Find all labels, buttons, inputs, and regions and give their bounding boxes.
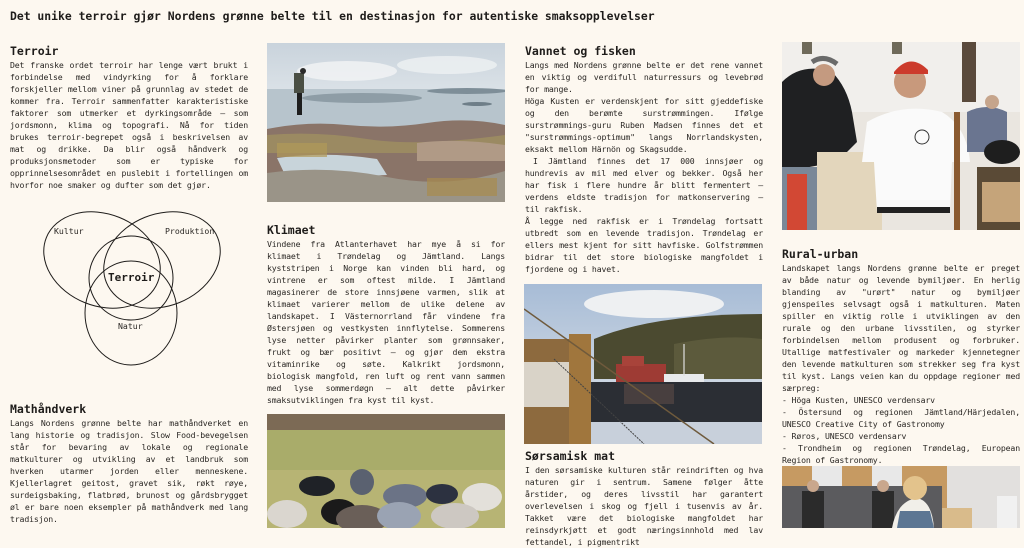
terroir-venn-diagram (38, 203, 226, 368)
section-list-item: - Östersund og regionen Jämtland/Härjedalen, UNESCO Creative City of Gastronomy (782, 407, 1020, 429)
section-heading: Klimaet (267, 223, 316, 237)
section-terroir (10, 44, 248, 191)
section-body: I den sørsamiske kulturen står reindriften og hva naturen gir i sentrum. Samene følger åtte årstider, og deres livsstil har garantert overlevelsen i skog og fjell i tusenvis av år. Takket være det biologiske mangfoldet har reinsdyrkjøtt et godt næringsinnhold med lav fettandel, i pigmentrikt (525, 465, 763, 547)
section-mathandverk (10, 402, 248, 525)
venn-label-kultur: Kultur (54, 226, 84, 236)
section-list-item: - Höga Kusten, UNESCO verdensarv (782, 395, 935, 405)
section-heading: Vannet og fisken (525, 44, 636, 58)
section-list-item: - Trondheim og regionen Trøndelag, European Region of Gastronomy. (782, 443, 1020, 465)
section-heading: Terroir (10, 44, 59, 58)
section-paragraph: Höga Kusten er verdenskjent for sitt gjeddefiske og den berømte surstrømmingen. Ifølge surstrømmings-guru Ruben Madsen finnes det et "surstrømmings-optimum" langs Norrlandskysten, eksakt mellom Härnön og Skagsudde. (525, 96, 763, 154)
venn-label-natur: Natur (118, 321, 143, 331)
section-heading: Sørsamisk mat (525, 449, 616, 463)
section-vannet (525, 44, 763, 275)
page-title: Det unike terroir gjør Nordens grønne belte til en destinasjon for autentiske smaksopplevelser (10, 9, 655, 23)
baker-festival-photo (782, 42, 1020, 230)
section-klimaet (267, 223, 505, 406)
section-paragraph: Å legge ned rakfisk er i Trøndelag fortsatt utbredt som en levende tradisjon. Trøndelag er ellers mest kjent for sitt havfiske. Golfstrømmen bidrar til det store biologiske mangfoldet i fjordene og i havet. (525, 216, 763, 274)
section-paragraph: Langs med Nordens grønne belte er det rene vannet en viktig og verdifull naturressurs og levebrød for mange. (525, 60, 763, 94)
venn-label-produktion: Produktion (165, 226, 215, 236)
sheep-photo (267, 414, 505, 528)
section-paragraph: I Jämtland finnes det 17 000 innsjøer og hundrevis av mil med elver og bekker. Også her har fisk i flere hundre år blitt fermentert – verdens eldste tradisjon for matkonservering – til rakfisk. (525, 156, 763, 214)
market-photo (782, 466, 1020, 528)
section-heading: Rural-urban (782, 247, 859, 261)
section-body: Vindene fra Atlanterhavet har mye å si for klimaet i Trøndelag og Jämtland. Langs kyststripen i Norge kan vinden bli hard, og vintrene er som oftest milde. I Jämtland magasinerer de store innsjøene varmen, slik at klimaet varierer mellom de ulike delene av landskapet. I Västernorrland får vindene fra Østersjøen og vestkysten innflytelse. Sommerens lyse netter påvirker planter som grønnsaker, frukt og bær positivt – og gjør dem ekstra vitaminrike og søte. Kalkrikt jordsmonn, biologisk mangfold, ren luft og rent vann sammen med lyse sommerdøgn – alt dette påvirker smaksutviklingen fra kyst til kyst. (267, 239, 505, 405)
section-heading: Mathåndverk (10, 402, 87, 416)
section-paragraph: Landskapet langs Nordens grønne belte er preget av både natur og levende bymiljøer. En herlig blanding av "urørt" natur og bymiljøer gjenspeiles selvsagt også i matkulturen. Maten spiller en viktig rolle i utviklingen av den rurale og den urbane livsstilen, og styrker forbindelsen mellom produsent og forbruker. Utallige matfestivaler og markeder kjennetegner den levende matkulturen som strekker seg fra kyst til kyst. Langs veien kan du oppdage regioner med særpreg: (782, 263, 1020, 393)
section-sorsamisk (525, 449, 763, 548)
section-rural-urban (782, 247, 1020, 466)
section-body: Det franske ordet terroir har lenge vært brukt i forbindelse med vindyrking for å forklare forskjeller mellom viner på grunnlag av stedet de kommer fra. Terroir sammenfatter karakteristiske faktorer som utmerker et dyrkingsområde – som jordsmonn, klima og topografi. Nå for tiden brukes terroir-begrepet også i beskrivelsen av mat og drikke. Da blir også håndverk og produksjonsmetoder som er typiske for opprinnelsesområdet en puslebit i fortellingen om hvorfor noe smaker og dufter som det gjør. (10, 60, 248, 190)
hiker-coast-photo (267, 43, 505, 202)
harbor-photo (524, 284, 762, 444)
venn-center-label: Terroir (108, 271, 155, 284)
section-list-item: - Røros, UNESCO verdensarv (782, 431, 907, 441)
section-body: Langs Nordens grønne belte har mathåndverket en lang historie og tradisjon. Slow Food-bevegelsen står for bevaring av lokale og regionale matkulturer og utvikling av et landbruk som hverken utarmer jorden eller menneskene. Kjellerlagret geitost, gravet sik, røkt røye, surdeigsbaking, flatbrød, brunost og gårdsbrygget øl er bare noen eksempler på mathåndverk med lang tradisjon. (10, 418, 248, 524)
